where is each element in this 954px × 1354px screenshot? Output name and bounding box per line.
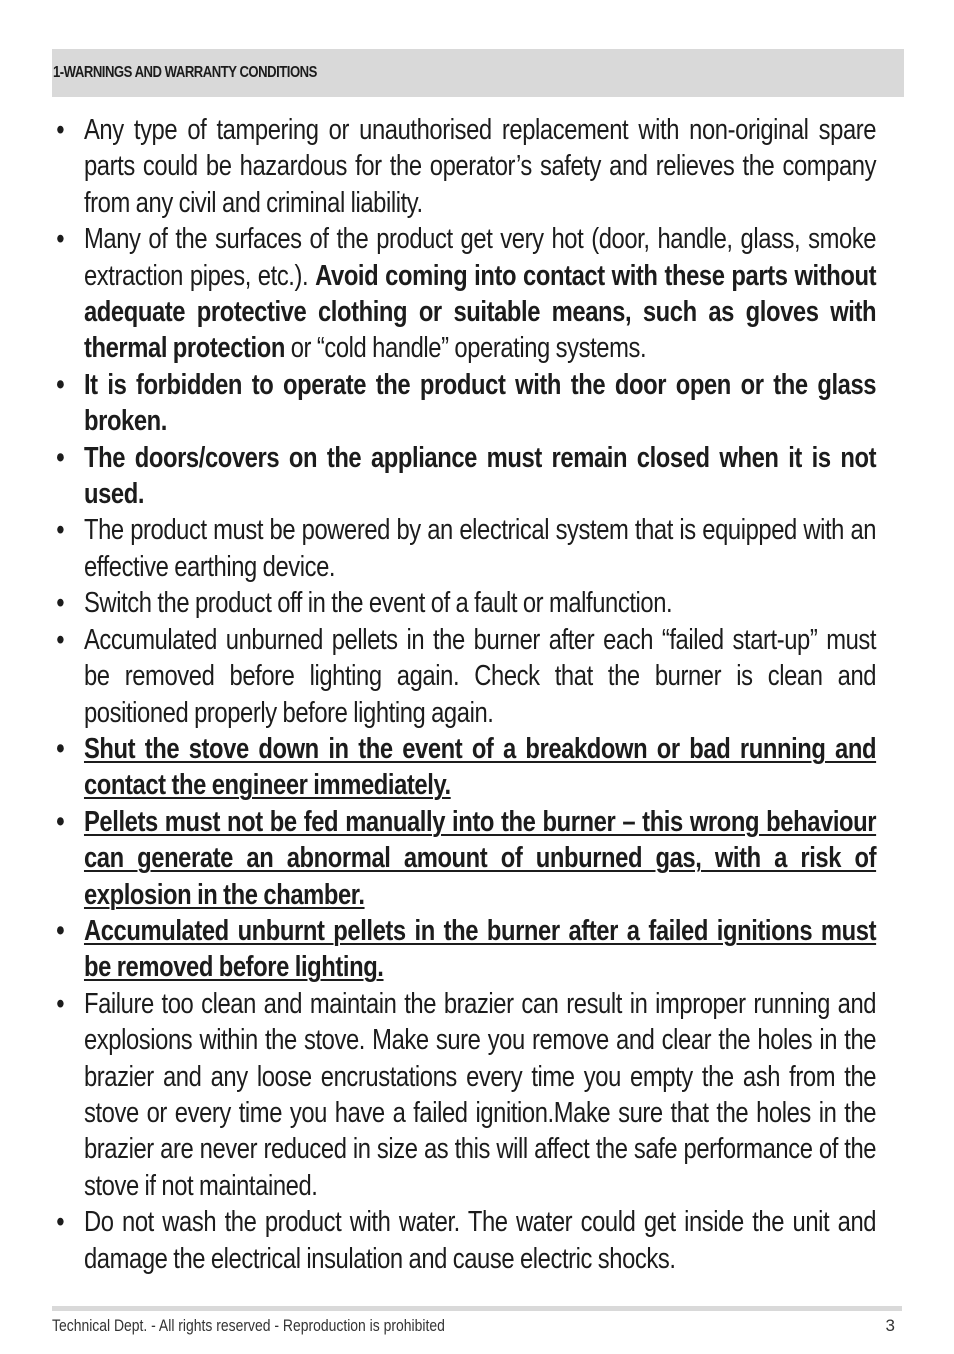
bullet-icon: • (56, 441, 65, 474)
warning-item (52, 622, 876, 731)
footer-copyright: Technical Dept. - All rights reserved - Reproduction is prohibited (52, 1316, 445, 1335)
warning-item (52, 986, 876, 1204)
bullet-icon: • (56, 1206, 65, 1239)
bullet-icon: • (56, 732, 65, 765)
warning-text: The doors/covers on the appliance must remain closed when it is not used. (83, 441, 877, 511)
warning-text: Switch the product off in the event of a fault or malfunction. (83, 587, 673, 620)
warning-text: Shut the stove down in the event of a breakdown or bad running and contact the engineer immediately. (83, 732, 877, 802)
warning-item (52, 913, 876, 986)
footer-divider (52, 1306, 902, 1311)
warning-item (52, 731, 876, 804)
warning-text: Pellets must not be fed manually into the burner – this wrong behaviour can generate an abnormal amount of unburned gas, with a risk of explosion in the chamber. (83, 805, 877, 911)
bullet-icon: • (56, 114, 65, 146)
warnings-list (52, 112, 876, 1277)
warning-text: or “cold handle” operating systems. (284, 332, 647, 365)
warning-item (52, 512, 876, 585)
bullet-icon: • (56, 987, 65, 1020)
warning-item (52, 804, 876, 913)
bullet-icon: • (56, 623, 65, 656)
bullet-icon: • (56, 587, 65, 620)
bullet-icon: • (56, 514, 65, 547)
warning-item (52, 112, 876, 221)
bullet-icon: • (56, 805, 65, 838)
bullet-icon: • (56, 368, 65, 401)
warning-text: Accumulated unburned pellets in the burner after each “failed start-up” must be removed before lighting again. Check that the burner is clean and positioned properly before lighting again. (83, 623, 877, 729)
warning-text: Failure too clean and maintain the brazier can result in improper running and explosions within the stove. Make sure you remove and clear the holes in the brazier and any loose encrustations every time you empty the ash from the stove or every time you have a failed ignition.Make sure that the holes in the brazier are never reduced in size as this will affect the safe performance of the stove if not maintained. (83, 987, 877, 1202)
warning-text: Accumulated unburnt pellets in the burner after a failed ignitions must be removed before lighting. (83, 914, 877, 984)
section-header (52, 49, 904, 97)
warning-text: It is forbidden to operate the product with the door open or the glass broken. (83, 368, 877, 438)
warning-item (52, 221, 876, 367)
warning-text: Many of the surfaces of the product get very hot (door, handle, glass, smoke extraction pipes, etc.). (83, 223, 877, 292)
section-title: 1-WARNINGS AND WARRANTY CONDITIONS (53, 64, 317, 81)
warning-item (52, 1204, 876, 1277)
page-number: 3 (885, 1316, 895, 1335)
warning-text: The product must be powered by an electrical system that is equipped with an effective earthing device. (83, 514, 877, 583)
bullet-icon: • (56, 223, 65, 256)
warning-text: Avoid coming into contact with these parts without adequate protective clothing or suitable means, such as gloves with thermal protection (83, 259, 877, 365)
warning-item (52, 367, 876, 440)
warning-item (52, 440, 876, 513)
warning-text: Do not wash the product with water. The water could get inside the unit and damage the electrical insulation and cause electric shocks. (83, 1206, 877, 1275)
warning-text: Any type of tampering or unauthorised replacement with non-original spare parts could be hazardous for the operator’s safety and relieves the company from any civil and criminal liability. (83, 114, 877, 219)
bullet-icon: • (56, 914, 65, 947)
warning-item (52, 585, 876, 621)
